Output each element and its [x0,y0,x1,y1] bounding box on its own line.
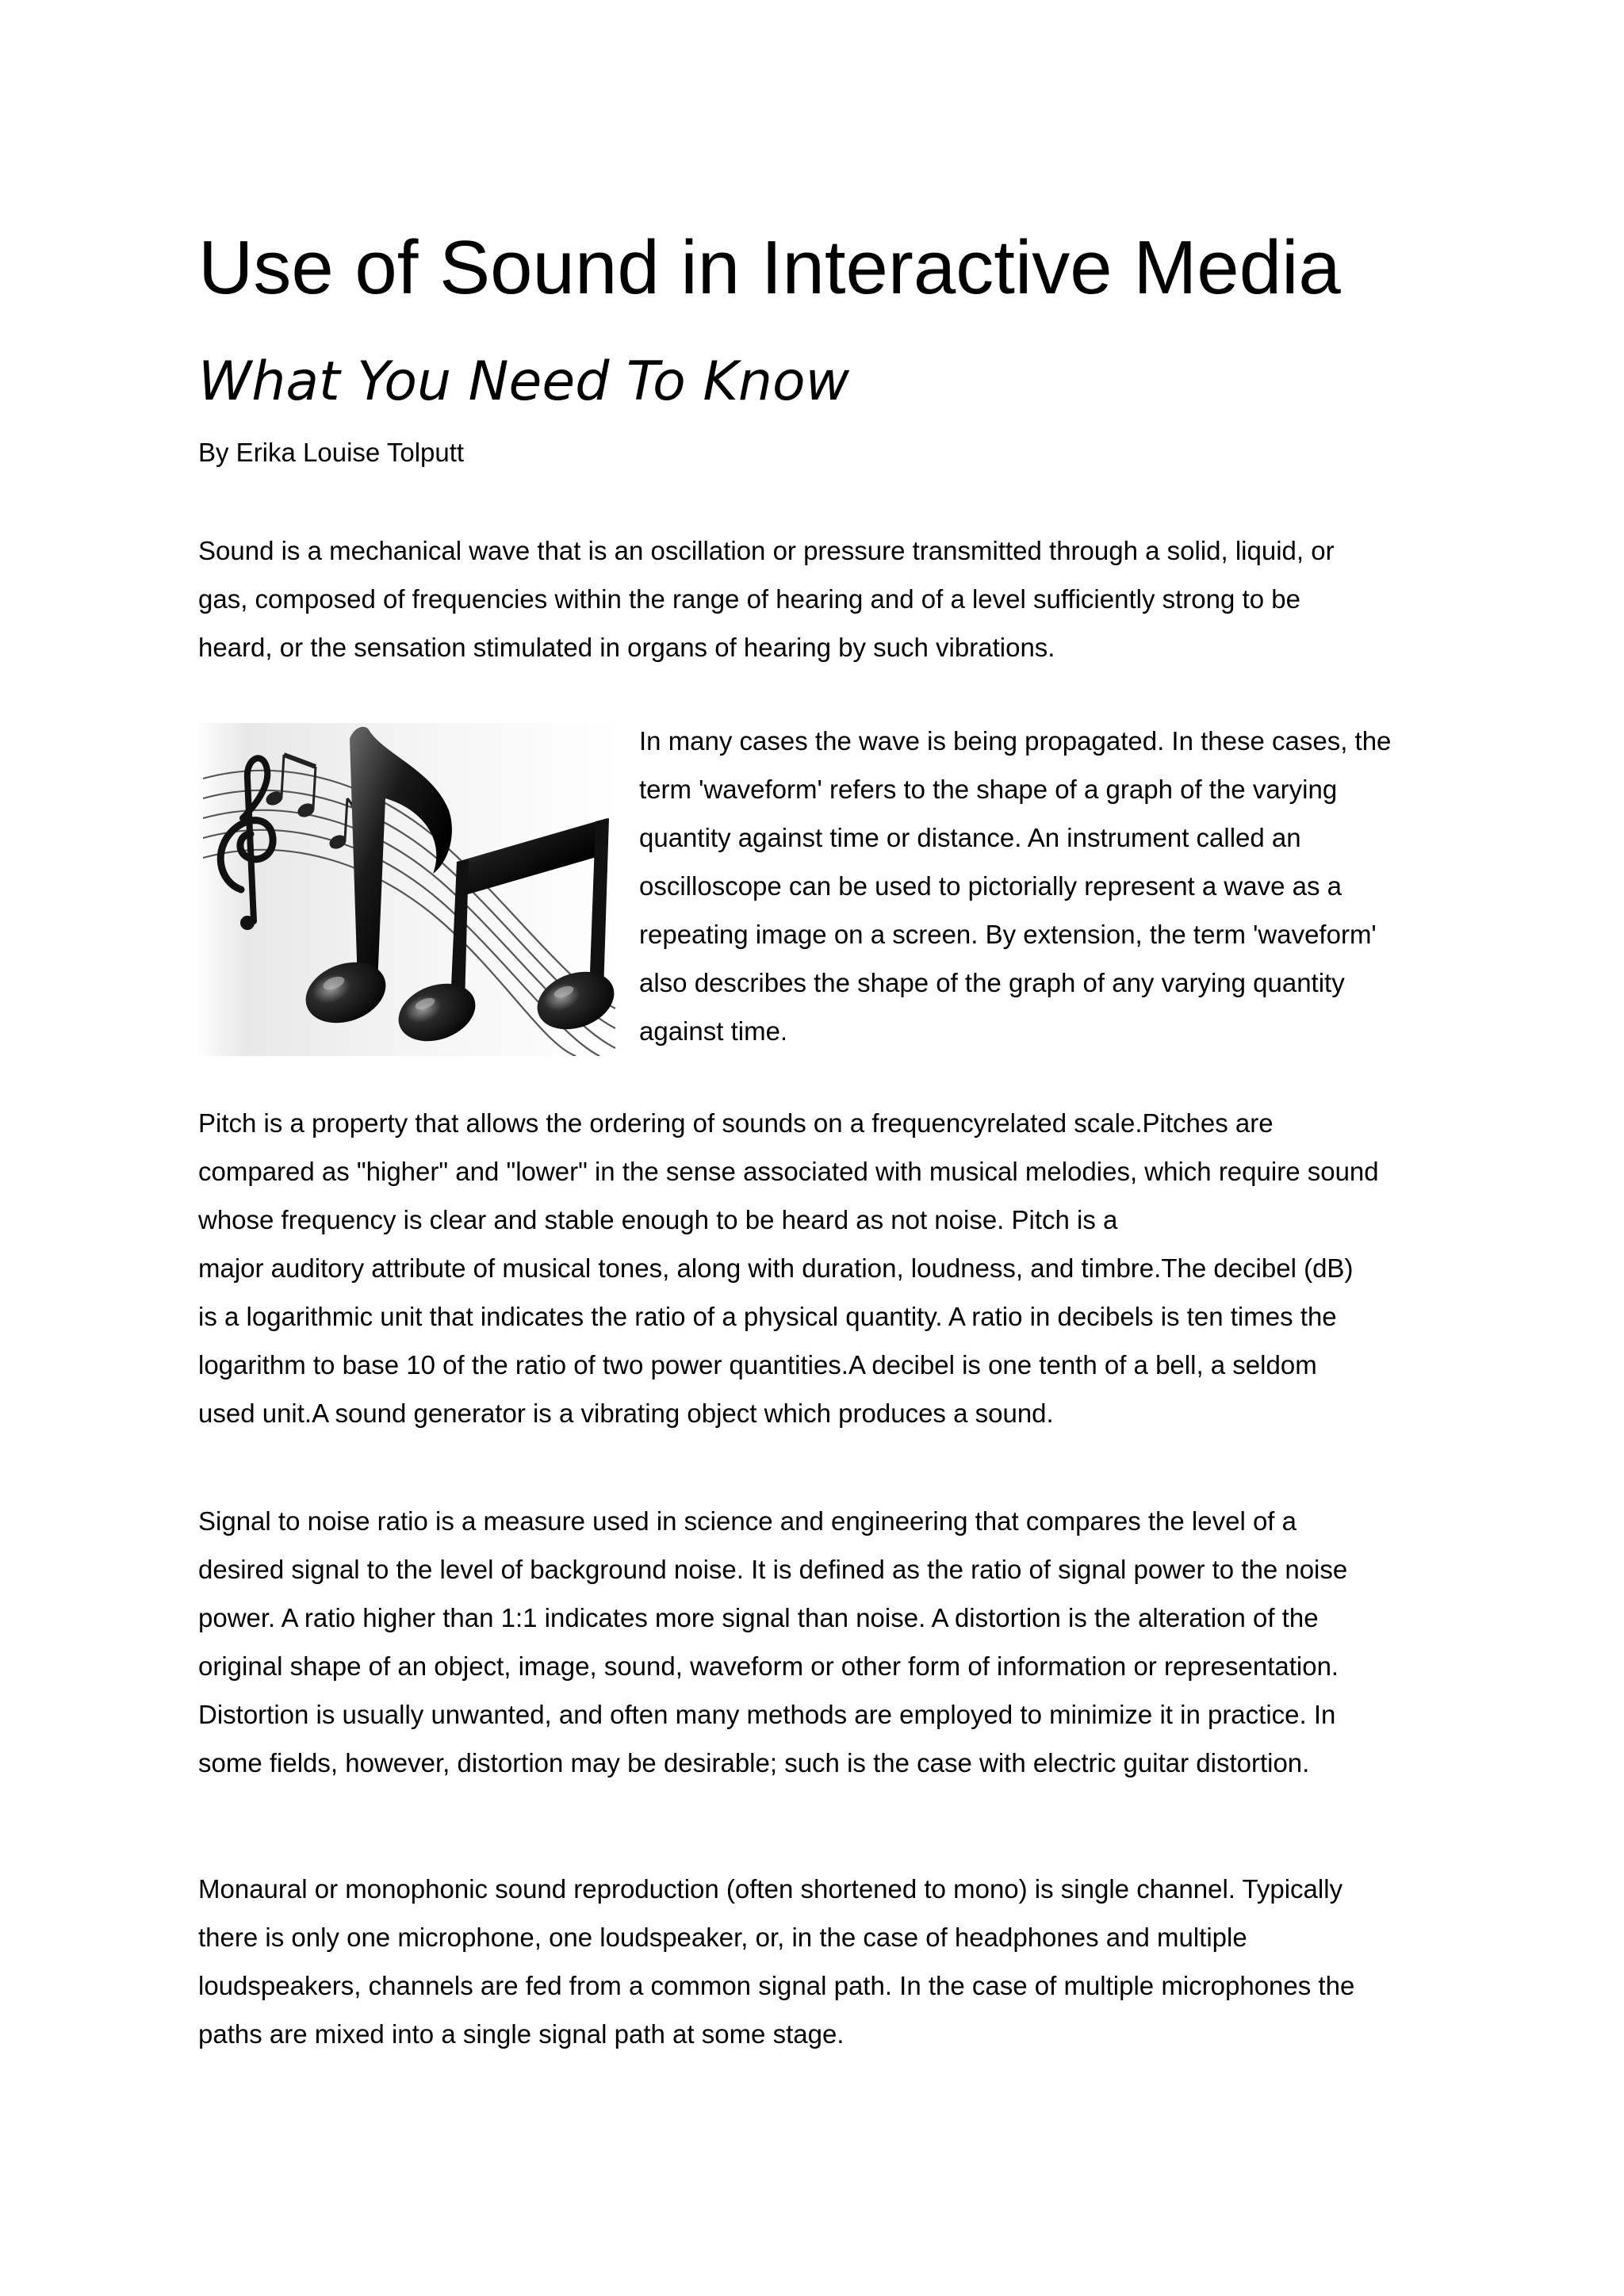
text-line: oscilloscope can be used to pictorially represent a wave as a [639,871,1342,901]
text-line: whose frequency is clear and stable enough to be heard as not noise. Pitch is a [198,1205,1118,1234]
text-line: against time. [639,1016,788,1046]
text-line: Pitch is a property that allows the ordering of sounds on a frequencyrelated scale.Pitches are [198,1108,1274,1138]
paragraph-waveform [639,717,1391,1055]
text-line: heard, or the sensation stimulated in organs of hearing by such vibrations. [198,633,1055,662]
text-line: there is only one microphone, one loudspeaker, or, in the case of headphones and multiple [198,1923,1247,1952]
text-line: term 'waveform' refers to the shape of a graph of the varying [639,775,1338,804]
text-line: desired signal to the level of background noise. It is defined as the ratio of signal power to the noise [198,1555,1348,1584]
paragraph-signal-noise [198,1497,1347,1787]
text-line: Signal to noise ratio is a measure used in science and engineering that compares the level of a [198,1506,1297,1536]
text-line: some fields, however, distortion may be desirable; such is the case with electric guitar distortion. [198,1748,1310,1777]
text-line: paths are mixed into a single signal path at some stage. [198,2019,845,2049]
page-subtitle: What You Need To Know [198,350,850,413]
text-line: logarithm to base 10 of the ratio of two power quantities.A decibel is one tenth of a bell, a seldom [198,1350,1317,1380]
text-line: compared as "higher" and "lower" in the sense associated with musical melodies, which require sound [198,1157,1379,1186]
text-line: Sound is a mechanical wave that is an oscillation or pressure transmitted through a solid, liquid, or [198,536,1335,565]
author-byline: By Erika Louise Tolputt [198,438,465,467]
text-line: power. A ratio higher than 1:1 indicates more signal than noise. A distortion is the alteration of the [198,1603,1319,1632]
text-line: is a logarithmic unit that indicates the ratio of a physical quantity. A ratio in decibels is ten times the [198,1302,1337,1331]
text-line: original shape of an object, image, sound, waveform or other form of information or representation. [198,1651,1339,1681]
text-line: Distortion is usually unwanted, and often many methods are employed to minimize it in practice. In [198,1700,1336,1729]
paragraph-sound-definition [198,526,1335,672]
text-line: repeating image on a screen. By extension, the term 'waveform' [639,920,1377,949]
text-line: loudspeakers, channels are fed from a common signal path. In the case of multiple microphones the [198,1971,1355,2000]
text-line: In many cases the wave is being propagated. In these cases, the [639,726,1392,756]
page-title: Use of Sound in Interactive Media [198,225,1341,310]
paragraph-monaural [198,1865,1354,2058]
text-line: major auditory attribute of musical tones, along with duration, loudness, and timbre.The decibel (dB) [198,1253,1354,1283]
text-line: also describes the shape of the graph of any varying quantity [639,968,1345,997]
text-line: used unit.A sound generator is a vibrating object which produces a sound. [198,1399,1054,1428]
paragraph-pitch-decibel [198,1099,1379,1437]
text-line: quantity against time or distance. An instrument called an [639,823,1301,852]
music-notes-icon [195,723,619,1056]
text-line: gas, composed of frequencies within the range of hearing and of a level sufficiently strong to be [198,584,1300,614]
text-line: Monaural or monophonic sound reproduction (often shortened to mono) is single channel. Typically [198,1874,1343,1904]
